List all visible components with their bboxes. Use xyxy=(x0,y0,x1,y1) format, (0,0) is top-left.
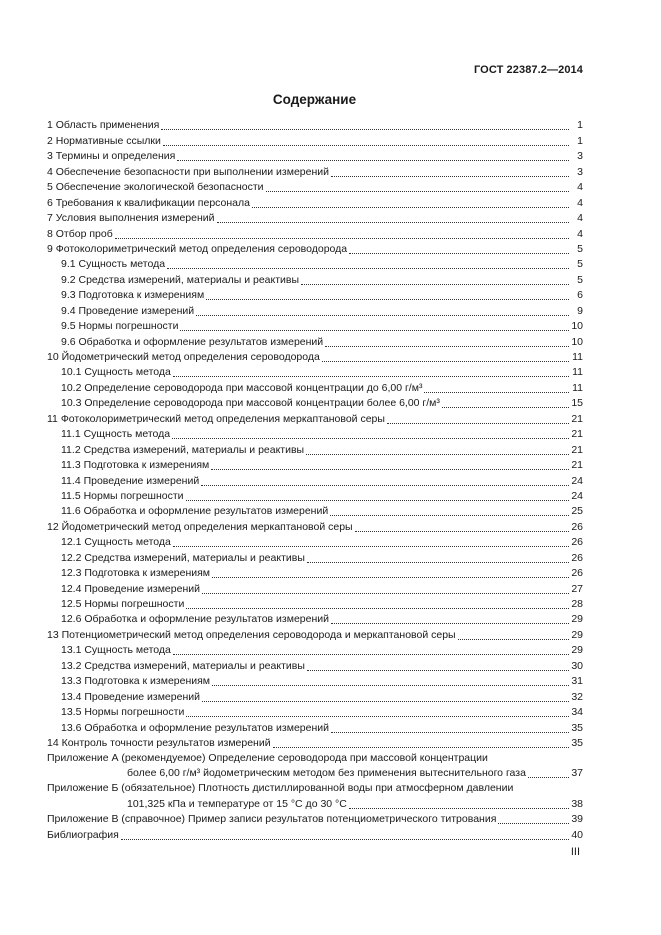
toc-entry[interactable] xyxy=(47,396,583,411)
toc-entry-label: Приложение В (справочное) Пример записи результатов потенциометрического титрования xyxy=(47,813,497,826)
toc-entry-label: 12.2 Средства измерений, материалы и реактивы xyxy=(61,551,305,564)
toc-entry-page: 26 xyxy=(571,536,583,549)
toc-leader-dots xyxy=(325,334,569,346)
toc-entry-page: 27 xyxy=(571,582,583,595)
toc-entry-label: 14 Контроль точности результатов измерений xyxy=(47,736,271,749)
toc-entry[interactable] xyxy=(47,272,583,287)
toc-leader-dots xyxy=(217,211,569,223)
toc-entries xyxy=(47,118,583,751)
toc-entry[interactable] xyxy=(47,581,583,596)
toc-entry[interactable] xyxy=(47,380,583,395)
toc-entry-label: 12.5 Нормы погрешности xyxy=(61,598,185,610)
toc-entry-label: более 6,00 г/м³ йодометрическим методом без применения вытеснительного газа xyxy=(127,767,526,780)
toc-entry-page: 32 xyxy=(571,690,583,703)
toc-entry-page: 4 xyxy=(577,227,583,240)
toc-leader-dots xyxy=(186,705,569,717)
toc-entry-page: 4 xyxy=(577,181,583,194)
toc-leader-dots xyxy=(330,504,569,516)
toc-entry-appendix-b-line1[interactable] xyxy=(47,781,583,796)
toc-leader-dots xyxy=(201,473,569,485)
toc-entry-label: 10.3 Определение сероводорода при массовой концентрации более 6,00 г/м³ xyxy=(61,397,440,410)
toc-entry-page: 31 xyxy=(571,675,583,688)
toc-leader-dots xyxy=(167,257,569,269)
toc-entry[interactable] xyxy=(47,643,583,658)
toc-entry-label: 13.4 Проведение измерений xyxy=(61,690,200,703)
toc-entry-appendix-a-line2[interactable] xyxy=(47,766,583,781)
toc-leader-dots xyxy=(442,396,569,408)
toc-entry[interactable] xyxy=(47,427,583,442)
page-number: III xyxy=(570,846,580,858)
toc-entry-page: 29 xyxy=(571,644,583,657)
toc-entry-page: 24 xyxy=(571,489,583,502)
toc-entry-page: 26 xyxy=(571,551,583,564)
toc-entry-label: 11 Фотоколориметрический метод определения меркаптановой серы xyxy=(47,412,385,425)
toc-leader-dots xyxy=(498,812,569,824)
toc-entry-page: 10 xyxy=(571,320,583,333)
toc-entry-label: Приложение А (рекомендуемое) Определение сероводорода при массовой концентрации xyxy=(47,751,488,764)
toc-entry-label: 4 Обеспечение безопасности при выполнении измерений xyxy=(47,165,329,178)
toc-entry-label: 10 Йодометрический метод определения сероводорода xyxy=(47,351,320,363)
toc-entry-label: 9.3 Подготовка к измерениям xyxy=(61,289,205,302)
toc-entry-label: 12.4 Проведение измерений xyxy=(61,582,200,595)
toc-leader-dots xyxy=(252,195,569,207)
toc-leader-dots xyxy=(307,658,569,670)
toc-entry-page: 26 xyxy=(571,520,583,533)
toc-entry[interactable] xyxy=(47,597,583,612)
toc-entry[interactable] xyxy=(47,736,583,751)
toc-entry[interactable] xyxy=(47,674,583,689)
toc-entry-label: 9.6 Обработка и оформление результатов измерений xyxy=(61,335,324,348)
toc-leader-dots xyxy=(528,766,569,778)
toc-entry-page: 37 xyxy=(571,767,583,780)
toc-entry-label: 10.1 Сущность метода xyxy=(61,366,171,379)
toc-entry-page: 39 xyxy=(571,813,583,826)
toc-leader-dots xyxy=(173,643,569,655)
toc-leader-dots xyxy=(212,566,569,578)
toc-entry-label: 11.6 Обработка и оформление результатов измерений xyxy=(61,505,329,518)
toc-leader-dots xyxy=(115,226,569,238)
document-code: ГОСТ 22387.2—2014 xyxy=(473,64,583,76)
toc-leader-dots xyxy=(387,411,569,423)
toc-entry-page: 21 xyxy=(571,412,583,425)
toc-entry-page: 10 xyxy=(571,335,583,348)
toc-entry-label: 12.1 Сущность метода xyxy=(61,536,171,549)
toc-entry-label: 13.6 Обработка и оформление результатов измерений xyxy=(61,721,329,734)
toc-entry[interactable] xyxy=(47,118,583,133)
toc-entry[interactable] xyxy=(47,504,583,519)
toc-entry-page: 1 xyxy=(577,119,583,132)
toc-entry-label: 13.3 Подготовка к измерениям xyxy=(61,675,211,688)
toc-entry-page: 11 xyxy=(572,366,583,379)
toc-leader-dots xyxy=(177,149,569,161)
toc-entry-page: 11 xyxy=(572,351,583,363)
toc-entry-label: 12.6 Обработка и оформление результатов измерений xyxy=(61,613,329,626)
toc-entry[interactable] xyxy=(47,334,583,349)
toc-leader-dots xyxy=(349,796,569,808)
toc-entry[interactable] xyxy=(47,242,583,257)
toc-entry-label: 1 Область применения xyxy=(47,119,160,132)
toc-entry-label: 11.2 Средства измерений, материалы и реактивы xyxy=(61,443,305,456)
toc-entry-appendix-a-line1[interactable] xyxy=(47,751,583,766)
toc-entry-page: 6 xyxy=(577,289,583,302)
toc-entry-label: 2 Нормативные ссылки xyxy=(47,134,161,147)
toc-leader-dots xyxy=(266,180,569,192)
toc-leader-dots xyxy=(186,489,569,501)
toc-entry-page: 3 xyxy=(577,150,583,163)
toc-leader-dots xyxy=(202,689,569,701)
toc-entry[interactable] xyxy=(47,211,583,226)
toc-entry[interactable] xyxy=(47,257,583,272)
toc-entry[interactable] xyxy=(47,535,583,550)
toc-entry[interactable] xyxy=(47,319,583,334)
toc-entry[interactable] xyxy=(47,458,583,473)
toc-leader-dots xyxy=(349,242,569,254)
toc-entry-bibliography[interactable] xyxy=(47,827,583,842)
toc-entry-label: 13.2 Средства измерений, материалы и реактивы xyxy=(61,659,305,672)
toc-entry-appendix-v[interactable] xyxy=(47,812,583,827)
toc-entry[interactable] xyxy=(47,473,583,488)
toc-entry[interactable] xyxy=(47,612,583,627)
toc-leader-dots xyxy=(163,133,569,145)
toc-entry-appendix-b-line2[interactable] xyxy=(47,796,583,811)
toc-entry[interactable] xyxy=(47,303,583,318)
toc-leader-dots xyxy=(458,627,569,639)
toc-leader-dots xyxy=(211,458,569,470)
toc-entry-page: 5 xyxy=(577,242,583,255)
toc-title: Содержание xyxy=(272,92,357,107)
toc-entry-page: 24 xyxy=(571,474,583,487)
table-of-contents xyxy=(47,118,583,843)
toc-leader-dots xyxy=(331,164,569,176)
toc-entry-label: 11.3 Подготовка к измерениям xyxy=(61,459,210,472)
toc-entry-page: 29 xyxy=(571,613,583,626)
toc-entry-page: 4 xyxy=(577,196,583,209)
toc-entry-page: 3 xyxy=(577,165,583,178)
toc-entry-label: 5 Обеспечение экологической безопасности xyxy=(47,181,264,194)
toc-leader-dots xyxy=(331,720,569,732)
toc-entry-label: 8 Отбор проб xyxy=(47,227,113,240)
toc-entry[interactable] xyxy=(47,566,583,581)
toc-entry-label: 12 Йодометрический метод определения меркаптановой серы xyxy=(47,520,353,533)
toc-entry-label: 9.5 Нормы погрешности xyxy=(61,320,179,333)
toc-entry-page: 21 xyxy=(571,443,583,456)
toc-entry-page: 29 xyxy=(571,628,583,641)
toc-entry[interactable] xyxy=(47,442,583,457)
toc-entry-label: 13.1 Сущность метода xyxy=(61,644,171,657)
toc-entry-page: 15 xyxy=(571,397,583,410)
toc-entry-page: 21 xyxy=(571,428,583,441)
toc-entry-label: Библиография xyxy=(47,828,119,841)
toc-leader-dots xyxy=(212,674,569,686)
toc-entry-page: 5 xyxy=(577,273,583,286)
toc-leader-dots xyxy=(424,380,569,392)
toc-leader-dots xyxy=(307,550,569,562)
toc-leader-dots xyxy=(322,350,569,362)
toc-leader-dots xyxy=(121,827,569,839)
toc-entry[interactable] xyxy=(47,689,583,704)
toc-entry-label: 11.5 Нормы погрешности xyxy=(61,489,184,502)
toc-entry[interactable] xyxy=(47,226,583,241)
toc-entry[interactable] xyxy=(47,720,583,735)
toc-entry-page: 5 xyxy=(577,258,583,271)
toc-leader-dots xyxy=(273,736,569,748)
toc-entry[interactable] xyxy=(47,180,583,195)
toc-entry[interactable] xyxy=(47,658,583,673)
toc-entry[interactable] xyxy=(47,350,583,365)
toc-entry-label: 9.2 Средства измерений, материалы и реактивы xyxy=(61,273,300,286)
toc-entry-page: 35 xyxy=(571,721,583,734)
toc-entry[interactable] xyxy=(47,149,583,164)
toc-entry[interactable] xyxy=(47,365,583,380)
toc-leader-dots xyxy=(172,427,569,439)
toc-leader-dots xyxy=(186,597,569,609)
toc-entry-page: 9 xyxy=(577,304,583,317)
toc-entry-page: 21 xyxy=(571,459,583,472)
toc-entry-page: 40 xyxy=(571,828,583,841)
toc-entry-page: 25 xyxy=(571,505,583,518)
toc-entry[interactable] xyxy=(47,288,583,303)
toc-entry-label: 101,325 кПа и температуре от 15 °С до 30 °С xyxy=(127,797,347,810)
toc-entry-page: 38 xyxy=(571,797,583,810)
toc-entry-label: 13.5 Нормы погрешности xyxy=(61,706,185,719)
toc-leader-dots xyxy=(355,519,569,531)
toc-leader-dots xyxy=(301,272,569,284)
toc-entry-page: 26 xyxy=(571,567,583,580)
toc-entry-page: 30 xyxy=(571,659,583,672)
toc-entry-label: 11.4 Проведение измерений xyxy=(61,474,200,487)
toc-entry[interactable] xyxy=(47,164,583,179)
toc-entry[interactable] xyxy=(47,195,583,210)
toc-entry-label: 9.4 Проведение измерений xyxy=(61,304,195,317)
toc-leader-dots xyxy=(161,118,569,130)
toc-entry-label: 13 Потенциометрический метод определения сероводорода и меркаптановой серы xyxy=(47,628,456,641)
toc-entry-label: 7 Условия выполнения измерений xyxy=(47,212,215,225)
toc-entry-label: 9.1 Сущность метода xyxy=(61,258,166,271)
toc-entry[interactable] xyxy=(47,411,583,426)
toc-entry-page: 4 xyxy=(577,212,583,225)
toc-entry-label: 10.2 Определение сероводорода при массовой концентрации до 6,00 г/м³ xyxy=(61,381,423,394)
toc-entry-label: 11.1 Сущность метода xyxy=(61,428,171,441)
toc-entry-label: 9 Фотоколориметрический метод определения сероводорода xyxy=(47,242,348,255)
toc-entry-page: 28 xyxy=(571,598,583,610)
toc-entry[interactable] xyxy=(47,627,583,642)
toc-entry[interactable] xyxy=(47,519,583,534)
toc-entry[interactable] xyxy=(47,705,583,720)
toc-entry[interactable] xyxy=(47,133,583,148)
toc-entry-page: 11 xyxy=(572,381,583,394)
toc-leader-dots xyxy=(173,365,569,377)
toc-entry-page: 35 xyxy=(571,736,583,749)
toc-leader-dots xyxy=(206,288,569,300)
toc-entry[interactable] xyxy=(47,550,583,565)
toc-entry-page: 34 xyxy=(571,706,583,719)
toc-entry-label: 12.3 Подготовка к измерениям xyxy=(61,567,211,580)
toc-entry-label: 6 Требования к квалификации персонала xyxy=(47,196,250,209)
toc-leader-dots xyxy=(180,319,569,331)
toc-leader-dots xyxy=(331,612,569,624)
toc-leader-dots xyxy=(173,535,569,547)
toc-entry-page: 1 xyxy=(577,134,583,147)
toc-leader-dots xyxy=(306,442,569,454)
toc-leader-dots xyxy=(202,581,569,593)
toc-leader-dots xyxy=(196,303,569,315)
toc-entry-label: Приложение Б (обязательное) Плотность дистиллированной воды при атмосферном давлении xyxy=(47,782,514,795)
toc-entry[interactable] xyxy=(47,489,583,504)
toc-entry-label: 3 Термины и определения xyxy=(47,150,176,163)
